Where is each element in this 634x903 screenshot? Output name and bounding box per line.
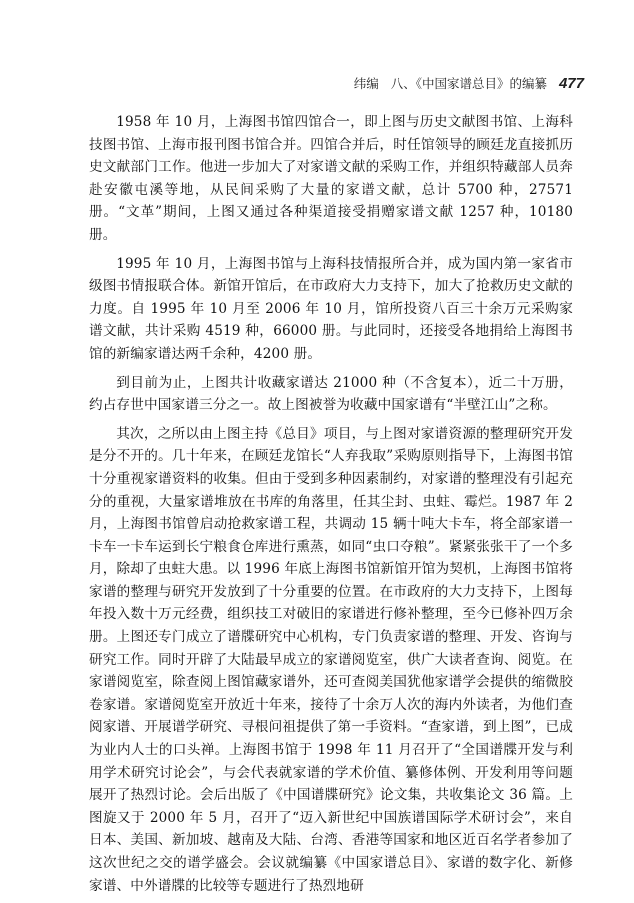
paragraph-4: 其次，之所以由上图主持《总目》项目，与上图对家谱资源的整理研究开发是分不开的。几十年来，在顾廷龙馆长“人弃我取”采购原则指导下，上海图书馆十分重视家谱资料的收集。但由于受到多种因素制约，对家谱的整理没有引起充分的重视，大量家谱堆放在书库的角落里，任其尘封、虫蛀、霉烂。1987 年 2 月，上海图书馆曾启动抢救家谱工程，共调动 15 辆十吨大卡车，将全部家谱一卡车一卡车运到长宁粮食仓库进行熏蒸，如同“虫口夺粮”。紧紧张张干了一个多月，除却了虫蛀大患。以 1996 年底上海图书馆新馆开馆为契机，上海图书馆将家谱的整理与研究开发放到了十分重要的位置。在市政府的大力支持下，上图每年投入数十万元经费，组织技工对破旧的家谱进行修补整理，至今已修补四万余册。上图还专门成立了谱牒研究中心机构，专门负责家谱的整理、开发、咨询与研究工作。同时开辟了大陆最早成立的家谱阅览室，供广大读者查询、阅览。在家谱阅览室，除查阅上图馆藏家谱外，还可查阅美国犹他家谱学会提供的缩微胶卷家谱。家谱阅览室开放近十年来，接待了十余万人次的海内外读者，为他们查阅家谱、开展谱学研究、寻根问祖提供了第一手资料。“查家谱，到上图”，已成为业内人士的口头禅。上海图书馆于 1998 年 11 月召开了“全国谱牒开发与利用学术研究讨论会”，与会代表就家谱的学术价值、纂修体例、开发利用等问题展开了热烈讨论。会后出版了《中国谱牒研究》论文集，共收集论文 36 篇。上图旋又于 2000 年 5 月，召开了“迈入新世纪中国族谱国际学术研讨会”，来自日本、美国、新加坡、越南及大陆、台湾、香港等国家和地区近百名学者参加了这次世纪之交的谱学盛会。会议就编纂《中国家谱总目》、家谱的数字化、新修家谱、中外谱牒的比较等专题进行了热烈地研 — [89, 425, 573, 894]
header-chapter-title: 八、《中国家谱总目》的编纂 — [390, 76, 547, 91]
paragraph-3: 到目前为止，上图共计收藏家谱达 21000 种（不含复本），近二十万册，约占存世中国家谱三分之一。故上图被誉为收藏中国家谱有“半壁江山”之称。 — [89, 374, 573, 414]
paragraph-2: 1995 年 10 月，上海图书馆与上海科技情报所合并，成为国内第一家省市级图书情报联合体。新馆开馆后，在市政府大力支持下，加大了抢救历史文献的力度。自 1995 年 10 月至 2006 年 10 月，馆所投资八百三十余万元采购家谱文献，共计采购 4519 种，66000 册。与此同时，还接受各地捐给上海图书馆的新编家谱达两千余种，4200 册。 — [89, 255, 573, 362]
running-header — [354, 74, 584, 92]
header-editor: 纬编 — [353, 76, 379, 91]
page-number: 477 — [558, 75, 584, 92]
paragraph-1: 1958 年 10 月，上海图书馆四馆合一，即上图与历史文献图书馆、上海科技图书馆、上海市报刊图书馆合并。四馆合并后，时任馆领导的顾廷龙直接抓历史文献部门工作。他进一步加大了对家谱文献的采购工作，并组织特藏部人员奔赴安徽屯溪等地，从民间采购了大量的家谱文献，总计 5700 种，27571 册。“文革”期间，上图又通过各种渠道接受捐赠家谱文献 1257 种，10180 册。 — [89, 114, 573, 243]
body-text — [89, 111, 573, 903]
